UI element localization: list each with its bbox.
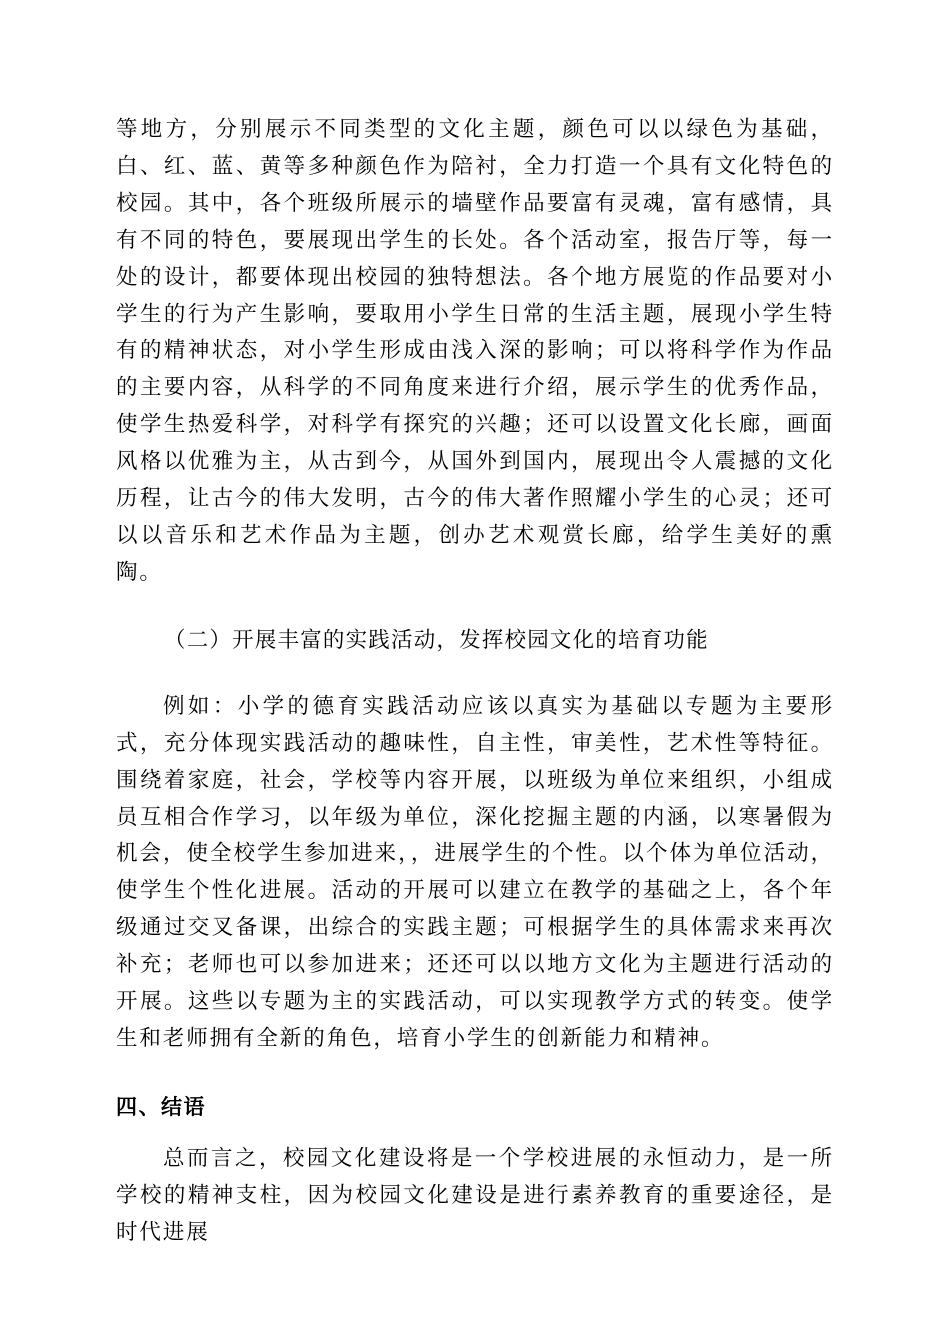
section-heading-conclusion: 四、结语 (116, 1094, 206, 1119)
document-body (116, 112, 834, 1252)
body-paragraph-campus-display: 等地方，分别展示不同类型的文化主题，颜色可以以绿色为基础，白、红、蓝、黄等多种颜色作为陪衬，全力打造一个具有文化特色的校园。其中，各个班级所展示的墙壁作品要富有灵魂，富有感情，具有不同的特色，要展现出学生的长处。各个活动室，报告厅等，每一处的设计，都要体现出校园的独特想法。各个地方展览的作品要对小学生的行为产生影响，要取用小学生日常的生活主题，展现小学生特有的精神状态，对小学生形成由浅入深的影响；可以将科学作为作品的主要内容，从科学的不同角度来进行介绍，展示学生的优秀作品，使学生热爱科学，对科学有探究的兴趣；还可以设置文化长廊，画面风格以优雅为主，从古到今，从国外到国内，展现出令人震撼的文化历程，让古今的伟大发明，古今的伟大著作照耀小学生的心灵；还可以以音乐和艺术作品为主题，创办艺术观赏长廊，给学生美好的熏陶。 (116, 117, 834, 585)
body-paragraph-practice-activities: 例如：小学的德育实践活动应该以真实为基础以专题为主要形式，充分体现实践活动的趣味性，自主性，审美性，艺术性等特征。围绕着家庭，社会，学校等内容开展，以班级为单位来组织，小组成员互相合作学习，以年级为单位，深化挖掘主题的内涵，以寒暑假为机会，使全校学生参加进来，，进展学生的个性。以个体为单位活动，使学生个性化进展。活动的开展可以建立在教学的基础之上，各个年级通过交叉备课，出综合的实践主题；可根据学生的具体需求来再次补充；老师也可以参加进来；还还可以以地方文化为主题进行活动的开展。这些以专题为主的实践活动，可以实现教学方式的转变。使学生和老师拥有全新的角色，培育小学生的创新能力和精神。 (116, 693, 834, 1051)
body-paragraph-conclusion: 总而言之，校园文化建设将是一个学校进展的永恒动力，是一所学校的精神支柱，因为校园文化建设是进行素养教育的重要途径，是时代进展 (116, 1145, 834, 1245)
section-subheading-practice-activities: （二）开展丰富的实践活动，发挥校园文化的培育功能 (164, 627, 709, 653)
